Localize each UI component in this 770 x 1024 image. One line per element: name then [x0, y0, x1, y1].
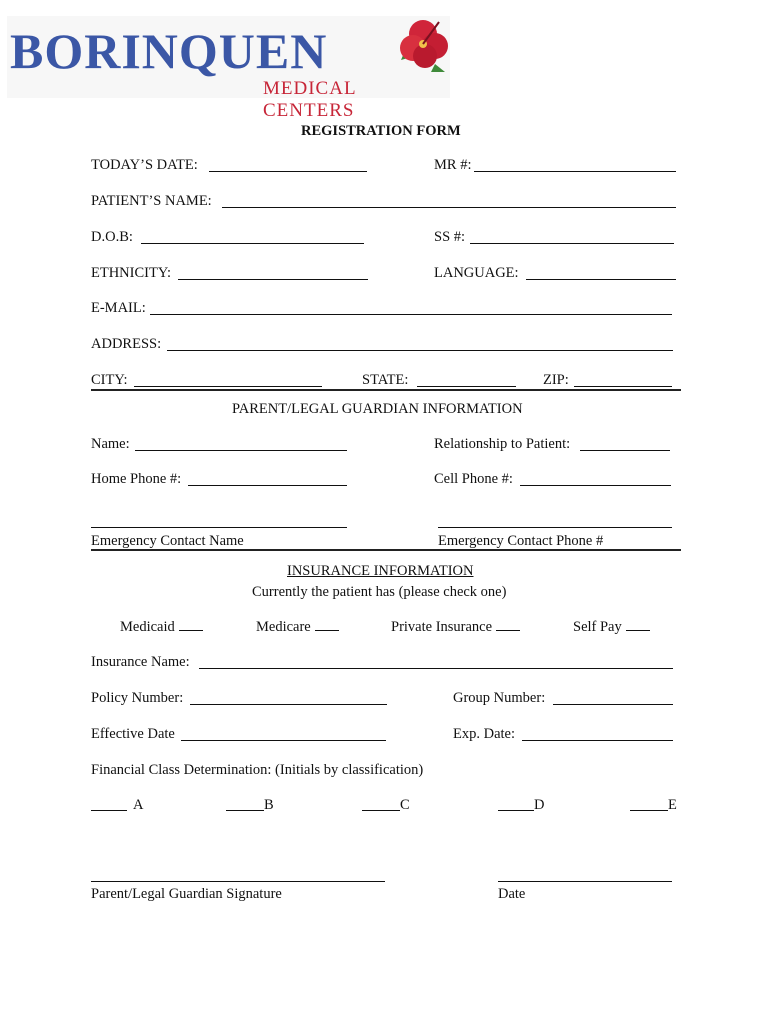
dob-field[interactable]: [141, 243, 364, 244]
medicare-check-blank[interactable]: [315, 618, 339, 631]
option-medicare[interactable]: [256, 618, 339, 636]
private-insurance-check-blank[interactable]: [496, 618, 520, 631]
state-field[interactable]: [417, 386, 516, 387]
address-field[interactable]: [167, 350, 673, 351]
self-pay-check-blank[interactable]: [626, 618, 650, 631]
guardian-heading: PARENT/LEGAL GUARDIAN INFORMATION: [232, 401, 523, 417]
zip-label: ZIP:: [543, 372, 569, 388]
language-label: LANGUAGE:: [434, 265, 519, 281]
effective-date-field[interactable]: [181, 740, 386, 741]
insurance-name-field[interactable]: [199, 668, 673, 669]
emergency-contact-phone-field[interactable]: [438, 527, 672, 528]
city-field[interactable]: [134, 386, 322, 387]
patient-name-field[interactable]: [222, 207, 676, 208]
option-private-insurance-label: Private Insurance: [391, 619, 493, 635]
zip-field[interactable]: [574, 386, 672, 387]
hibiscus-flower-icon: [395, 16, 451, 78]
relationship-label: Relationship to Patient:: [434, 436, 571, 452]
class-e-label: E: [668, 797, 677, 813]
section-divider-2: [91, 549, 681, 551]
logo-brand-text: BORINQUEN: [10, 23, 328, 79]
class-a-blank[interactable]: [91, 810, 127, 811]
medicaid-check-blank[interactable]: [179, 618, 203, 631]
city-label: CITY:: [91, 372, 128, 388]
class-c-label: C: [400, 797, 410, 813]
ethnicity-label: ETHNICITY:: [91, 265, 172, 281]
option-medicaid[interactable]: [120, 618, 203, 636]
ss-label: SS #:: [434, 229, 466, 245]
address-label: ADDRESS:: [91, 336, 162, 352]
emergency-contact-name-field[interactable]: [91, 527, 347, 528]
policy-number-label: Policy Number:: [91, 690, 184, 706]
todays-date-field[interactable]: [209, 171, 367, 172]
relationship-field[interactable]: [580, 450, 670, 451]
mr-label: MR #:: [434, 157, 472, 173]
emergency-contact-phone-label: Emergency Contact Phone #: [438, 533, 604, 549]
home-phone-label: Home Phone #:: [91, 471, 182, 487]
dob-label: D.O.B:: [91, 229, 133, 245]
insurance-name-label: Insurance Name:: [91, 654, 190, 670]
class-b-blank[interactable]: [226, 810, 264, 811]
class-b-label: B: [264, 797, 274, 813]
class-d-blank[interactable]: [498, 810, 534, 811]
insurance-subheading: Currently the patient has (please check one): [252, 584, 507, 600]
logo: [7, 16, 450, 121]
signature-field[interactable]: [91, 881, 385, 882]
insurance-heading: INSURANCE INFORMATION: [287, 563, 474, 579]
home-phone-field[interactable]: [188, 485, 347, 486]
logo-subtitle: MEDICAL CENTERS: [263, 78, 356, 121]
email-field[interactable]: [150, 314, 672, 315]
cell-phone-field[interactable]: [520, 485, 671, 486]
ethnicity-field[interactable]: [178, 279, 368, 280]
group-number-label: Group Number:: [453, 690, 546, 706]
option-medicare-label: Medicare: [256, 619, 311, 635]
class-c-blank[interactable]: [362, 810, 400, 811]
emergency-contact-name-label: Emergency Contact Name: [91, 533, 244, 549]
option-medicaid-label: Medicaid: [120, 619, 175, 635]
form-title: REGISTRATION FORM: [301, 123, 461, 139]
section-divider: [91, 389, 681, 391]
email-label: E-MAIL:: [91, 300, 146, 316]
class-a-label: A: [133, 797, 144, 813]
patient-name-label: PATIENT’S NAME:: [91, 193, 212, 209]
exp-date-field[interactable]: [522, 740, 673, 741]
state-label: STATE:: [362, 372, 409, 388]
ss-field[interactable]: [470, 243, 674, 244]
language-field[interactable]: [526, 279, 676, 280]
cell-phone-label: Cell Phone #:: [434, 471, 513, 487]
option-private-insurance[interactable]: [391, 618, 520, 636]
signature-label: Parent/Legal Guardian Signature: [91, 886, 282, 902]
group-number-field[interactable]: [553, 704, 673, 705]
signature-date-field[interactable]: [498, 881, 672, 882]
mr-field[interactable]: [474, 171, 676, 172]
class-e-blank[interactable]: [630, 810, 668, 811]
signature-date-label: Date: [498, 886, 526, 902]
todays-date-label: TODAY’S DATE:: [91, 157, 198, 173]
guardian-name-label: Name:: [91, 436, 130, 452]
financial-class-label: Financial Class Determination: (Initials by classification): [91, 762, 424, 778]
guardian-name-field[interactable]: [135, 450, 347, 451]
effective-date-label: Effective Date: [91, 726, 175, 742]
class-d-label: D: [534, 797, 545, 813]
policy-number-field[interactable]: [190, 704, 387, 705]
exp-date-label: Exp. Date:: [453, 726, 516, 742]
option-self-pay-label: Self Pay: [573, 619, 622, 635]
option-self-pay[interactable]: [573, 618, 650, 636]
